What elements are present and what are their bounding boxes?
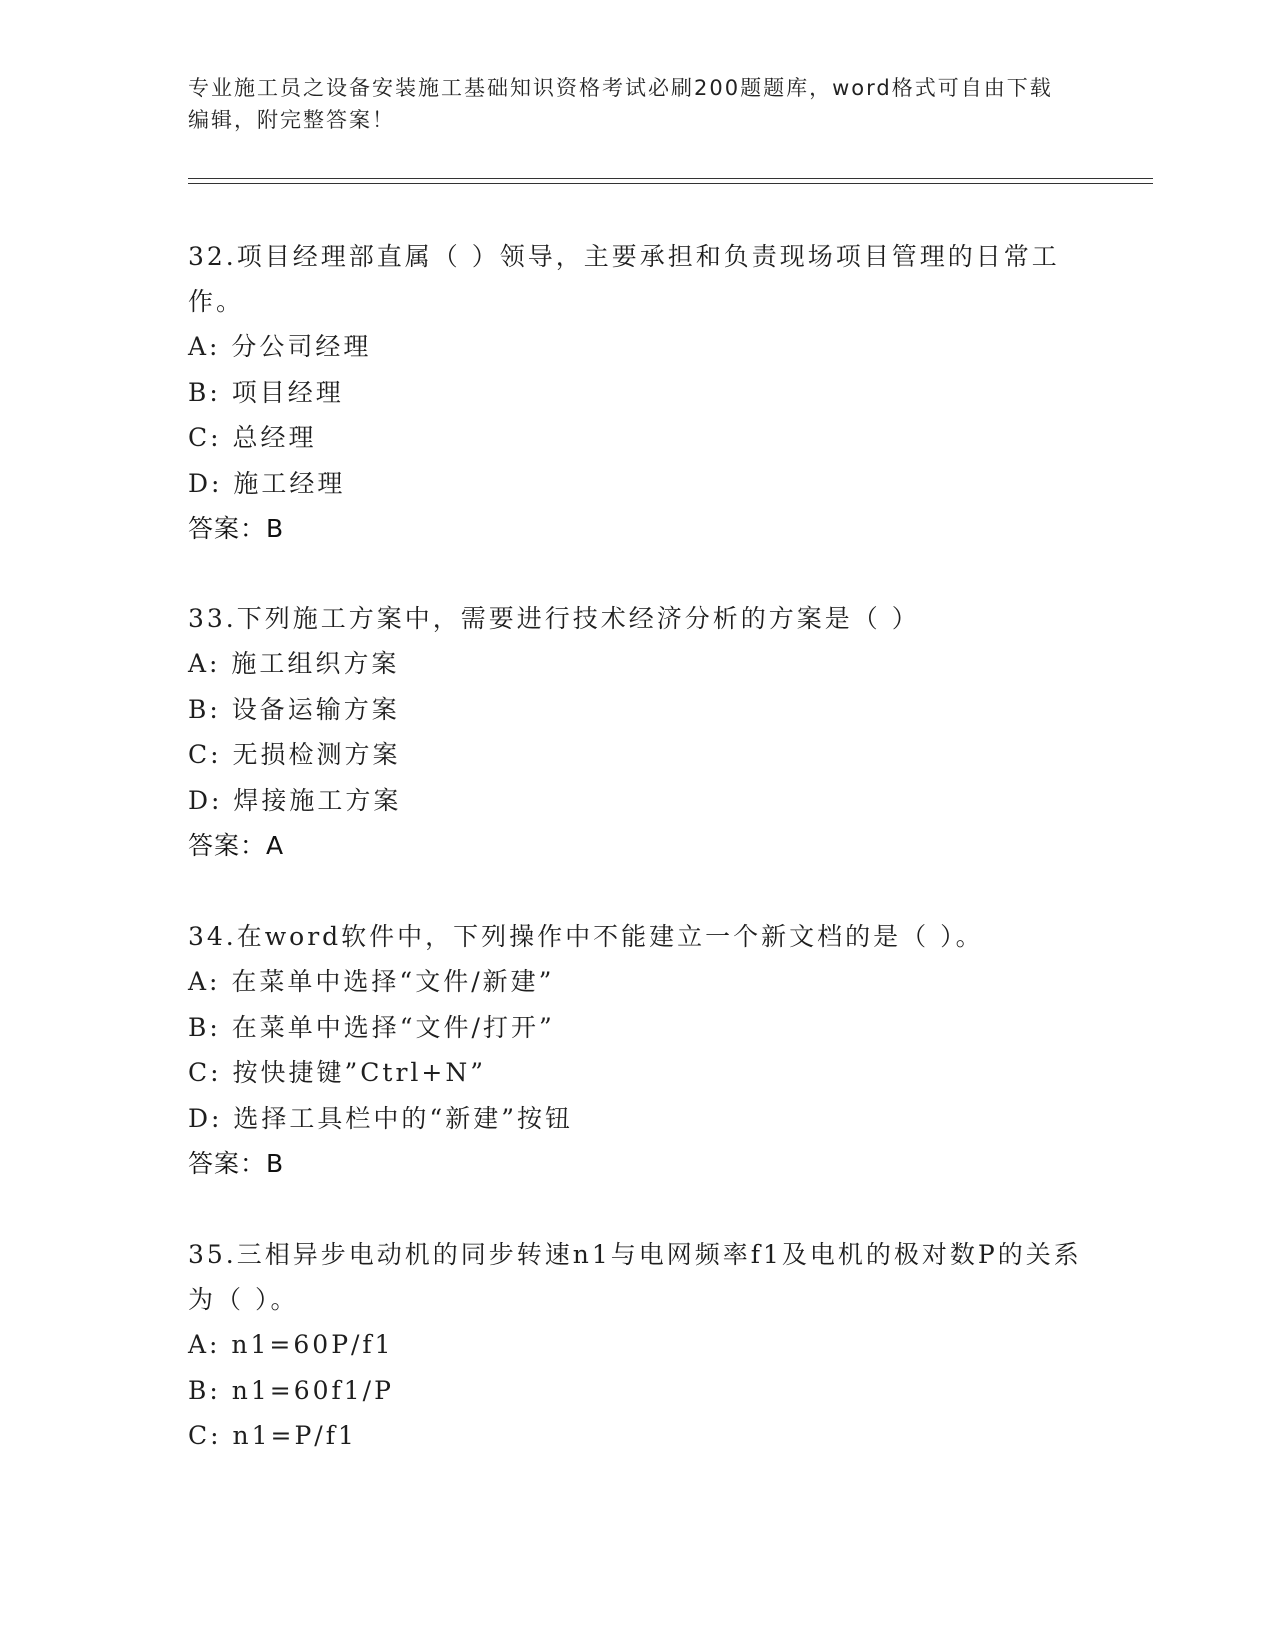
option-c: C: 无损检测方案 [188,740,401,769]
option-a: A: 在菜单中选择“文件/新建” [188,967,555,996]
document-header: 专业施工员之设备安装施工基础知识资格考试必刷200题题库，word格式可自由下载编辑，附完整答案！ [188,76,1053,132]
question-stem: 35.三相异步电动机的同步转速n1与电网频率f1及电机的极对数P的关系为（ ）。 [188,1240,1082,1314]
option-d: D: 选择工具栏中的“新建”按钮 [188,1103,573,1133]
question-33 [188,596,1088,869]
option-b: B: n1=60f1/P [188,1375,394,1405]
question-stem: 32.项目经理部直属（ ）领导，主要承担和负责现场项目管理的日常工作。 [188,242,1060,316]
option-c: C: 总经理 [188,423,317,452]
header-divider-top [188,178,1153,179]
answer-line: 答案：B [188,514,285,543]
option-a: A: 施工组织方案 [188,649,400,678]
option-c: C: 按快捷键”Ctrl+N” [188,1058,487,1087]
answer-line: 答案：A [188,831,285,860]
question-32 [188,234,1088,552]
option-a: A: 分公司经理 [188,332,372,361]
option-c: C: n1=P/f1 [188,1421,357,1450]
option-b: B: 设备运输方案 [188,694,400,724]
question-stem: 34.在word软件中，下列操作中不能建立一个新文档的是（ ）。 [188,922,984,951]
option-b: B: 在菜单中选择“文件/打开” [188,1012,555,1042]
option-d: D: 焊接施工方案 [188,785,402,815]
question-34 [188,914,1088,1187]
question-35 [188,1232,1088,1459]
answer-line: 答案：B [188,1149,285,1178]
option-a: A: n1=60P/f1 [188,1330,394,1359]
header-divider-bottom [188,183,1153,184]
question-stem: 33.下列施工方案中，需要进行技术经济分析的方案是（ ） [188,604,920,633]
option-b: B: 项目经理 [188,377,344,407]
option-d: D: 施工经理 [188,468,346,498]
